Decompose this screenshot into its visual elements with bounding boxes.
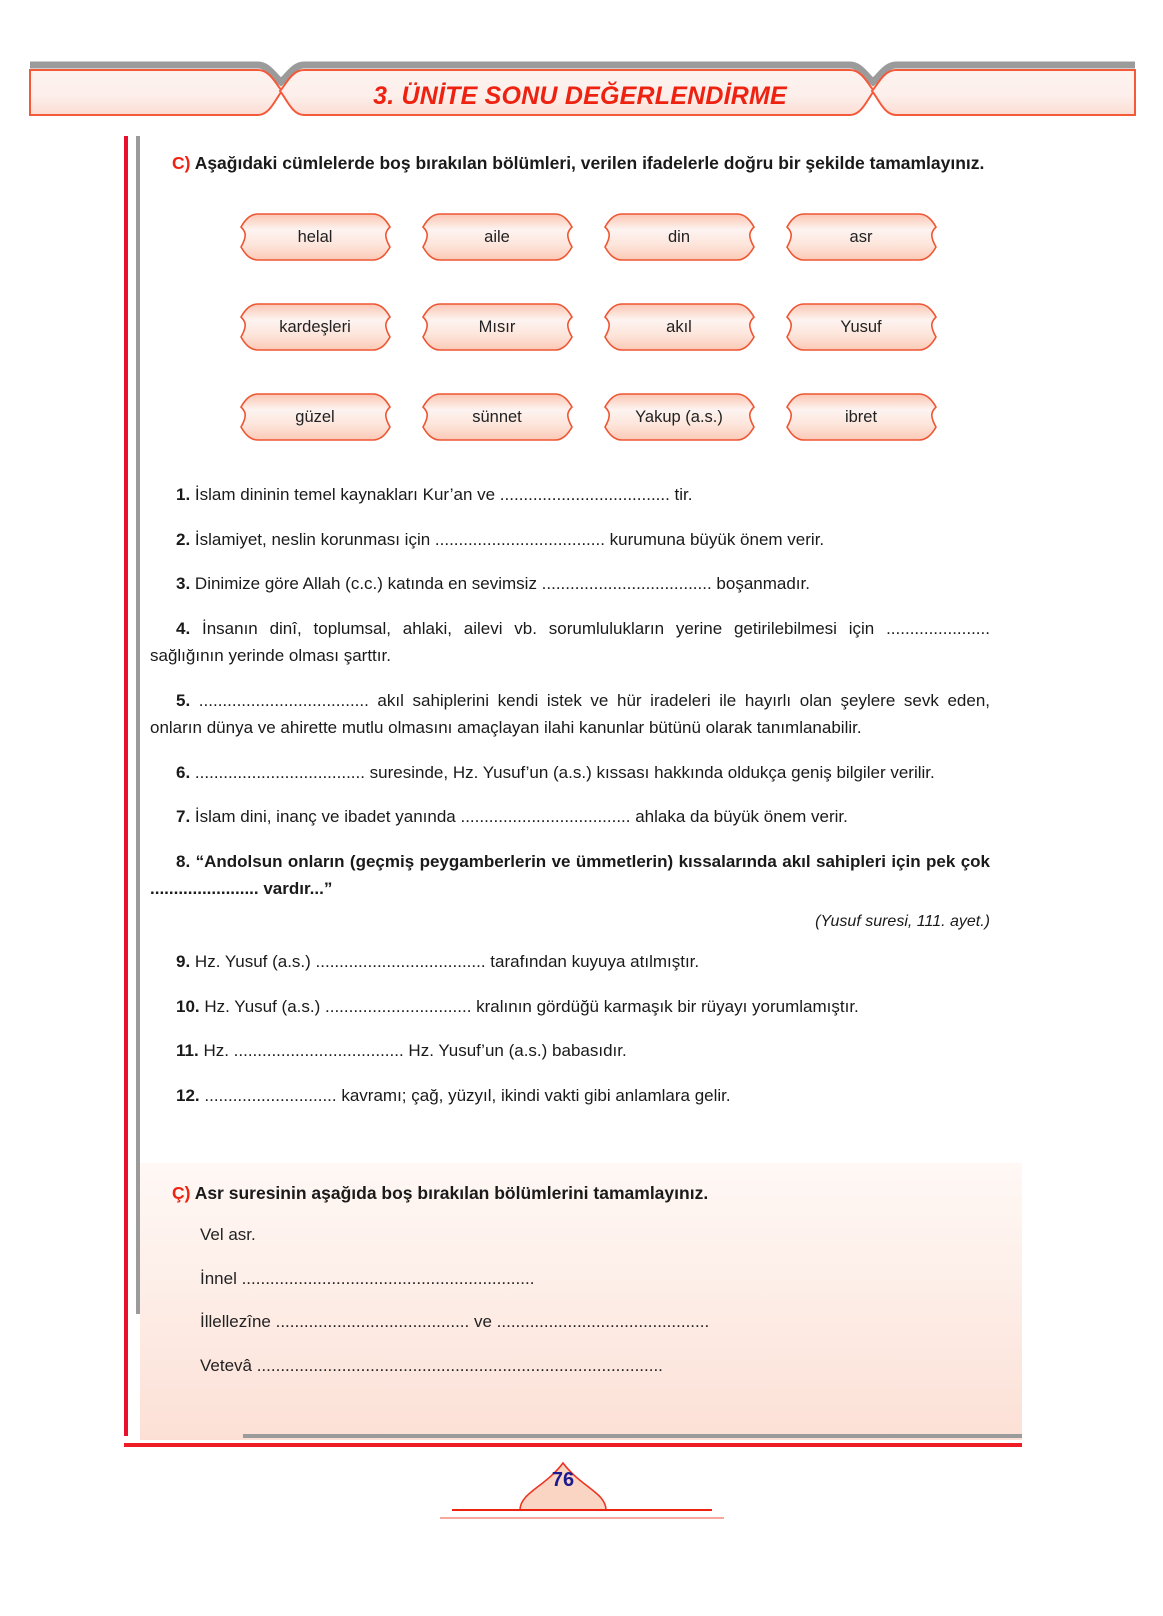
- word-chip-label: Yusuf: [840, 317, 882, 336]
- question-text: Dinimize göre Allah (c.c.) katında en sevimsiz .................................... boşanmadır.: [194, 574, 810, 594]
- question-item: [150, 570, 990, 598]
- word-bank-cell: [224, 301, 406, 353]
- question-number: 11.: [176, 1041, 199, 1061]
- question-item: [150, 1082, 990, 1110]
- word-chip-label: ibret: [844, 407, 878, 426]
- word-bank-cell: [588, 211, 770, 263]
- bottom-rule-gray: [243, 1434, 1022, 1438]
- word-bank: [224, 211, 954, 443]
- question-text: .................................... akıl sahiplerini kendi istek ve hür iradeleri ile hayırlı olan şeylere sevk eden, onların dünya ve ahirette mutlu olmasını amaçlayan ilahi kanunlar bütünü olarak tanımlanabilir.: [150, 690, 990, 738]
- question-text: “Andolsun onların (geçmiş peygamberlerin ve ümmetlerin) kıssalarında akıl sahipleri için pek çok ....................... vardır...”: [150, 851, 990, 899]
- left-rule-gray: [136, 136, 140, 1314]
- section-c-instruction: [150, 150, 990, 177]
- word-chip[interactable]: [238, 301, 393, 353]
- word-chip[interactable]: [238, 211, 393, 263]
- question-number: 7.: [176, 807, 191, 827]
- word-bank-row: [224, 301, 954, 353]
- page-title: 3. ÜNİTE SONU DEĞERLENDİRME: [373, 81, 787, 110]
- word-chip-label: kardeşleri: [279, 317, 351, 336]
- question-text: İslam dininin temel kaynakları Kur’an ve .................................... tir.: [194, 485, 693, 505]
- question-item: [150, 481, 990, 509]
- question-text: ............................ kavramı; çağ, yüzyıl, ikindi vakti gibi anlamlara gelir.: [204, 1085, 731, 1105]
- question-item: [150, 759, 990, 787]
- bottom-rule-red: [124, 1443, 1022, 1447]
- word-chip[interactable]: [420, 211, 575, 263]
- question-item: [150, 848, 990, 903]
- question-number: 6.: [176, 762, 191, 782]
- word-chip-label: din: [667, 227, 691, 246]
- question-item: [150, 948, 990, 976]
- question-number: 2.: [176, 529, 191, 549]
- word-chip[interactable]: [784, 211, 939, 263]
- word-bank-cell: [406, 391, 588, 443]
- word-bank-cell: [770, 211, 952, 263]
- question-number: 12.: [176, 1085, 200, 1105]
- question-number: 9.: [176, 951, 191, 971]
- word-bank-row: [224, 391, 954, 443]
- question-item: [150, 803, 990, 831]
- question-text: İslamiyet, neslin korunması için .................................... kurumuna büyük önem verir.: [194, 529, 825, 549]
- question-item: [150, 993, 990, 1021]
- word-bank-cell: [224, 211, 406, 263]
- word-chip-label: helal: [297, 227, 333, 246]
- word-bank-cell: [224, 391, 406, 443]
- word-chip[interactable]: [238, 391, 393, 443]
- word-chip-label: Yakup (a.s.): [635, 407, 723, 426]
- word-chip[interactable]: [420, 391, 575, 443]
- asr-line[interactable]: İnnel ..............................................................: [200, 1268, 535, 1288]
- question-text: İnsanın dinî, toplumsal, ahlaki, ailevi vb. sorumlulukların yerine getirilebilmesi için ...................... sağlığının yerinde olması şarttır.: [150, 618, 990, 666]
- asr-line[interactable]: İllellezîne ......................................... ve .............................................: [200, 1312, 710, 1331]
- word-bank-cell: [588, 301, 770, 353]
- word-chip[interactable]: [602, 391, 757, 443]
- word-chip[interactable]: [602, 211, 757, 263]
- word-chip[interactable]: [602, 301, 757, 353]
- question-text: Hz. Yusuf (a.s.) .................................... tarafından kuyuya atılmıştır.: [194, 951, 700, 971]
- question-number: 1.: [176, 485, 191, 505]
- asr-line[interactable]: Vetevâ ......................................................................................: [200, 1355, 663, 1375]
- word-bank-cell: [588, 391, 770, 443]
- word-bank-cell: [770, 301, 952, 353]
- word-chip-label: Mısır: [478, 317, 516, 336]
- section-c-letter: C): [172, 153, 191, 173]
- word-bank-cell: [406, 211, 588, 263]
- word-chip-label: akıl: [666, 317, 692, 336]
- page-content: [150, 150, 990, 1119]
- question-number: 10.: [176, 996, 200, 1016]
- question-item: [150, 615, 990, 670]
- question-text: Hz. Yusuf (a.s.) ............................... kralının gördüğü karmaşık bir rüyayı yorumlamıştır.: [204, 996, 859, 1016]
- question-list: [150, 481, 990, 1109]
- quote-citation: (Yusuf suresi, 111. ayet.): [815, 912, 990, 930]
- word-chip-label: aile: [484, 227, 510, 246]
- page-number: 76: [551, 1469, 575, 1491]
- question-item: [150, 687, 990, 742]
- word-bank-row: [224, 211, 954, 263]
- section-c-cedilla-heading: [172, 1183, 992, 1204]
- section-c-cedilla-instruction: Asr suresinin aşağıda boş bırakılan bölümlerini tamamlayınız.: [194, 1183, 709, 1203]
- section-c-cedilla: [172, 1183, 992, 1396]
- word-bank-cell: [406, 301, 588, 353]
- question-item: [150, 1037, 990, 1065]
- question-item: [150, 526, 990, 554]
- question-text: Hz. .................................... Hz. Yusuf’un (a.s.) babasıdır.: [203, 1041, 627, 1061]
- word-chip[interactable]: [784, 391, 939, 443]
- word-chip-label: asr: [849, 227, 873, 246]
- word-chip-label: sünnet: [472, 407, 522, 426]
- word-chip-label: güzel: [295, 407, 335, 426]
- word-bank-cell: [770, 391, 952, 443]
- word-chip[interactable]: [420, 301, 575, 353]
- question-number: 4.: [176, 618, 191, 638]
- section-c-cedilla-letter: Ç): [172, 1183, 191, 1203]
- word-chip[interactable]: [784, 301, 939, 353]
- left-rule-red: [124, 136, 128, 1436]
- question-number: 3.: [176, 574, 191, 594]
- question-text: .................................... suresinde, Hz. Yusuf’un (a.s.) kıssası hakkında oldukça geniş bilgiler verilir.: [194, 762, 935, 782]
- asr-line: Vel asr.: [200, 1225, 256, 1244]
- section-c-instruction-text: Aşağıdaki cümlelerde boş bırakılan bölümleri, verilen ifadelerle doğru bir şekilde tamamlayınız.: [194, 153, 985, 173]
- question-number: 8.: [176, 851, 191, 871]
- question-text: İslam dini, inanç ve ibadet yanında .................................... ahlaka da büyük önem verir.: [194, 807, 848, 827]
- question-number: 5.: [176, 690, 191, 710]
